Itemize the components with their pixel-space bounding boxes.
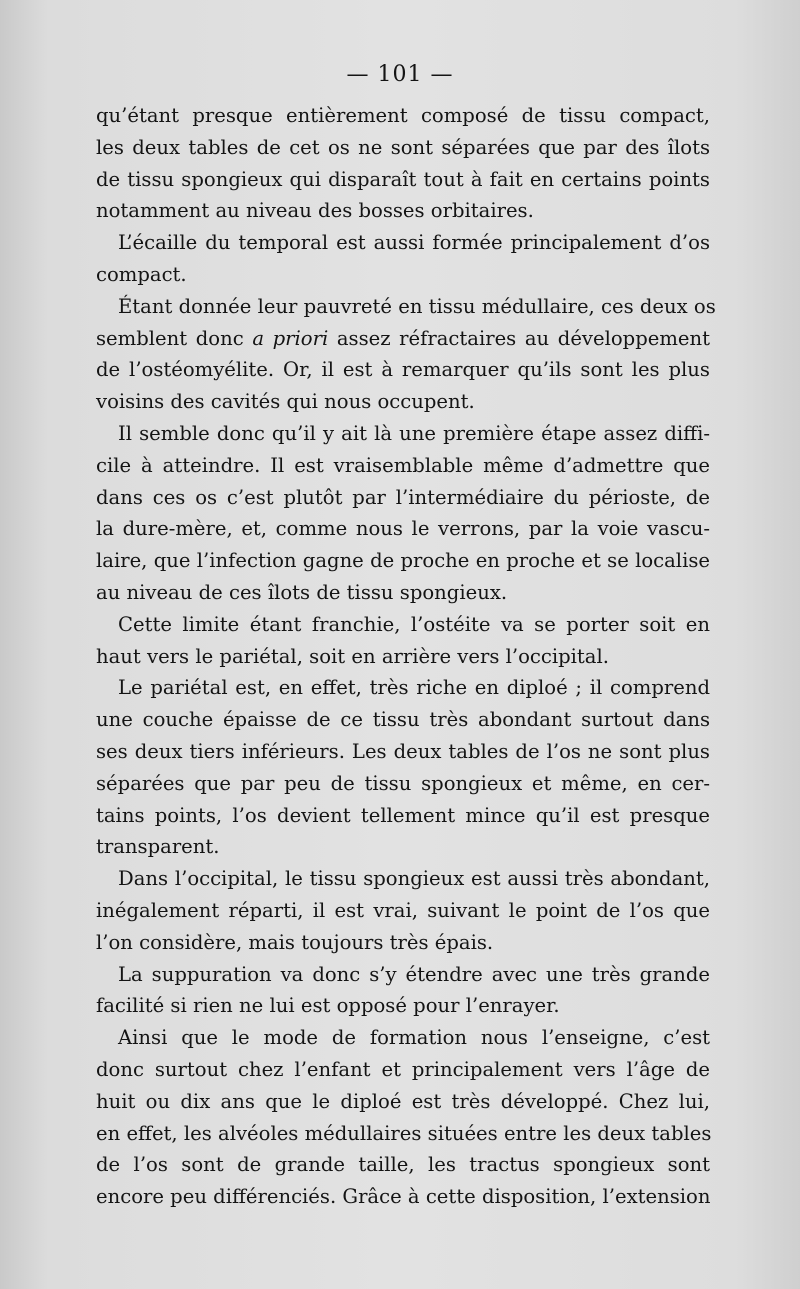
- text-line: de l’ostéomyélite. Or, il est à remarquer qu’ils sont les plus: [96, 358, 710, 382]
- text-line: cile à atteindre. Il est vraisemblable même d’admettre que: [96, 453, 710, 477]
- text-line: de l’os sont de grande taille, les tractus spongieux sont: [96, 1153, 710, 1177]
- text-line: laire, que l’infection gagne de proche en proche et se localise: [96, 549, 710, 573]
- text-line: notamment au niveau des bosses orbitaires.: [96, 199, 534, 223]
- text-line: donc surtout chez l’enfant et principalement vers l’âge de: [96, 1057, 710, 1081]
- text-line: Ainsi que le mode de formation nous l’enseigne, c’est: [118, 1026, 710, 1050]
- text-line: Il semble donc qu’il y ait là une première étape assez diffi-: [118, 421, 710, 445]
- text-line: au niveau de ces îlots de tissu spongieux.: [96, 580, 508, 604]
- page-number: — 101 —: [346, 62, 454, 87]
- text-line: de tissu spongieux qui disparaît tout à fait en certains points: [96, 167, 710, 191]
- text-segment: assez réfractaires au développement: [328, 326, 710, 350]
- text-line: dans ces os c’est plutôt par l’intermédiaire du périoste, de: [96, 485, 710, 509]
- text-line: voisins des cavités qui nous occupent.: [96, 390, 475, 414]
- text-line: une couche épaisse de ce tissu très abondant surtout dans: [96, 708, 710, 732]
- text-line: l’on considère, mais toujours très épais.: [96, 930, 494, 954]
- text-line: encore peu différenciés. Grâce à cette disposition, l’extension: [96, 1185, 711, 1209]
- text-line: [96, 323, 710, 355]
- italic-phrase: a priori: [252, 326, 329, 350]
- body-text: [96, 100, 716, 1213]
- text-line: la dure-mère, et, comme nous le verrons, par la voie vascu-: [96, 517, 710, 541]
- text-line: huit ou dix ans que le diploé est très développé. Chez lui,: [96, 1089, 710, 1113]
- text-line: en effet, les alvéoles médullaires situées entre les deux tables: [96, 1121, 712, 1145]
- text-line: Étant donnée leur pauvreté en tissu médullaire, ces deux os: [118, 294, 716, 318]
- text-line: inégalement réparti, il est vrai, suivant le point de l’os que: [96, 898, 710, 922]
- text-line: haut vers le pariétal, soit en arrière vers l’occipital.: [96, 644, 609, 668]
- text-line: tains points, l’os devient tellement mince qu’il est presque: [96, 803, 710, 827]
- text-line: La suppuration va donc s’y étendre avec une très grande: [118, 962, 710, 986]
- text-line: compact.: [96, 262, 187, 286]
- text-line: ses deux tiers inférieurs. Les deux tables de l’os ne sont plus: [96, 739, 710, 763]
- text-line: Dans l’occipital, le tissu spongieux est aussi très abondant,: [118, 867, 710, 891]
- text-line: Cette limite étant franchie, l’ostéite va se porter soit en: [118, 612, 710, 636]
- text-line: Le pariétal est, en effet, très riche en diploé ; il comprend: [118, 676, 710, 700]
- text-line: transparent.: [96, 835, 220, 859]
- text-line: séparées que par peu de tissu spongieux et même, en cer-: [96, 771, 710, 795]
- text-line: qu’étant presque entièrement composé de tissu compact,: [96, 104, 710, 127]
- text-line: L’écaille du temporal est aussi formée principalement d’os: [118, 231, 710, 255]
- text-line: facilité si rien ne lui est opposé pour l’enrayer.: [96, 994, 560, 1018]
- text-line: les deux tables de cet os ne sont séparées que par des îlots: [96, 135, 710, 159]
- text-segment: semblent donc: [96, 326, 253, 350]
